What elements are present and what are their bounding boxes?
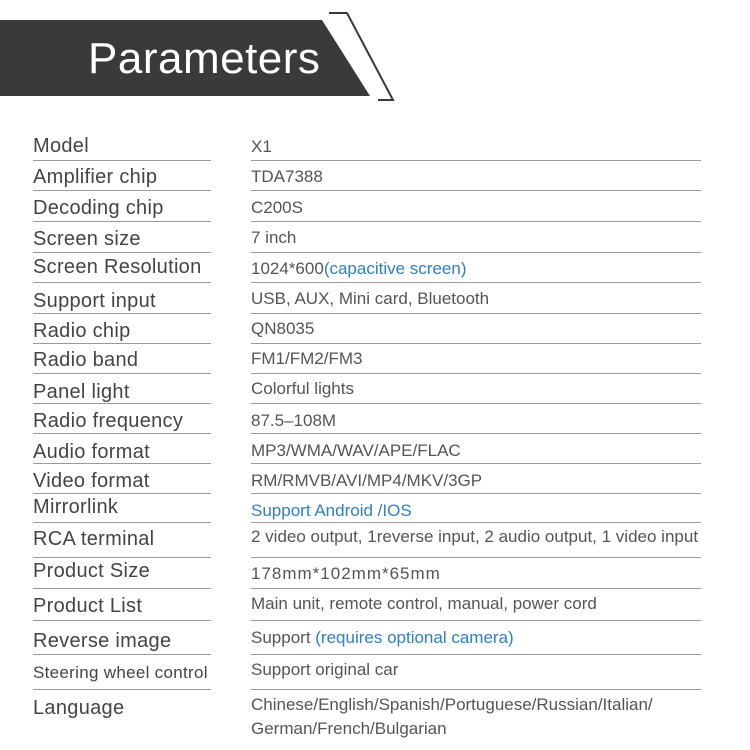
spec-value-product-list: Main unit, remote control, manual, power cord (251, 594, 597, 613)
spec-value-steering-wheel-control: Support original car (251, 660, 399, 679)
value-divider (251, 343, 701, 344)
value-divider (251, 654, 701, 655)
spec-label-product-list: Product List (33, 595, 143, 617)
spec-value-rca-terminal: 2 video output, 1reverse input, 2 audio output, 1 video input (251, 527, 699, 546)
value-divider (251, 160, 701, 161)
label-divider (33, 160, 211, 161)
spec-label-audio-format: Audio format (33, 441, 150, 463)
value-divider (251, 493, 701, 494)
value-divider (251, 313, 701, 314)
spec-label-screen-size: Screen size (33, 228, 141, 250)
spec-label-radio-frequency: Radio frequency (33, 410, 184, 432)
spec-value-support-input: USB, AUX, Mini card, Bluetooth (251, 289, 490, 308)
label-divider (33, 252, 211, 253)
value-divider (251, 522, 701, 523)
spec-value-model: X1 (251, 137, 272, 156)
value-divider (251, 557, 701, 558)
spec-label-amplifier-chip: Amplifier chip (33, 166, 158, 188)
spec-value-screen-size: 7 inch (251, 228, 297, 247)
label-divider (33, 433, 211, 434)
reverse-image-note: (requires optional camera) (315, 628, 514, 647)
value-divider (251, 190, 701, 191)
value-divider (251, 373, 701, 374)
spec-value-radio-band: FM1/FM2/FM3 (251, 349, 363, 368)
spec-label-decoding-chip: Decoding chip (33, 197, 164, 219)
value-divider (251, 252, 701, 253)
spec-label-rca-terminal: RCA terminal (33, 528, 155, 550)
label-divider (33, 493, 211, 494)
page-title: Parameters (88, 34, 321, 83)
spec-value-audio-format: MP3/WMA/WAV/APE/FLAC (251, 441, 461, 460)
spec-label-panel-light: Panel light (33, 381, 130, 403)
spec-value-reverse-image (251, 627, 514, 649)
spec-label-radio-chip: Radio chip (33, 320, 131, 342)
value-divider (251, 221, 701, 222)
value-divider (251, 433, 701, 434)
value-divider (251, 282, 701, 283)
label-divider (33, 313, 211, 314)
spec-label-steering-wheel-control: Steering wheel control (33, 663, 208, 682)
resolution-text: 1024*600 (251, 259, 324, 278)
spec-label-mirrorlink: Mirrorlink (33, 496, 119, 518)
spec-label-model: Model (33, 135, 89, 157)
spec-label-language: Language (33, 697, 125, 719)
spec-value-mirrorlink: Support Android /IOS (251, 501, 412, 520)
reverse-image-text: Support (251, 628, 316, 647)
value-divider (251, 620, 701, 621)
label-divider (33, 221, 211, 222)
value-divider (251, 403, 701, 404)
label-divider (33, 282, 211, 283)
label-divider (33, 403, 211, 404)
label-divider (33, 620, 211, 621)
spec-label-screen-resolution: Screen Resolution (33, 256, 202, 278)
spec-value-product-size: 178mm*102mm*65mm (251, 564, 441, 583)
spec-value-video-format: RM/RMVB/AVI/MP4/MKV/3GP (251, 471, 483, 490)
value-divider (251, 463, 701, 464)
spec-label-radio-band: Radio band (33, 349, 139, 371)
label-divider (33, 588, 211, 589)
spec-value-language-line2: German/French/Bulgarian (251, 719, 447, 738)
label-divider (33, 373, 211, 374)
label-divider (33, 190, 211, 191)
label-divider (33, 654, 211, 655)
title-banner (0, 0, 395, 102)
value-divider (251, 689, 701, 690)
spec-label-video-format: Video format (33, 470, 150, 492)
label-divider (33, 689, 211, 690)
label-divider (33, 522, 211, 523)
spec-value-screen-resolution (251, 258, 466, 280)
spec-value-language: Chinese/English/Spanish/Portuguese/Russian/Italian/ (251, 695, 653, 714)
spec-label-support-input: Support input (33, 290, 156, 312)
value-divider (251, 588, 701, 589)
label-divider (33, 557, 211, 558)
spec-value-amplifier-chip: TDA7388 (251, 167, 323, 186)
label-divider (33, 343, 211, 344)
spec-value-panel-light: Colorful lights (251, 379, 354, 398)
spec-value-decoding-chip: C200S (251, 198, 303, 217)
resolution-note: (capacitive screen) (323, 259, 467, 278)
spec-value-radio-chip: QN8035 (251, 319, 315, 338)
spec-label-product-size: Product Size (33, 560, 150, 582)
spec-value-radio-frequency: 87.5–108M (251, 411, 337, 430)
spec-label-reverse-image: Reverse image (33, 630, 172, 652)
label-divider (33, 463, 211, 464)
